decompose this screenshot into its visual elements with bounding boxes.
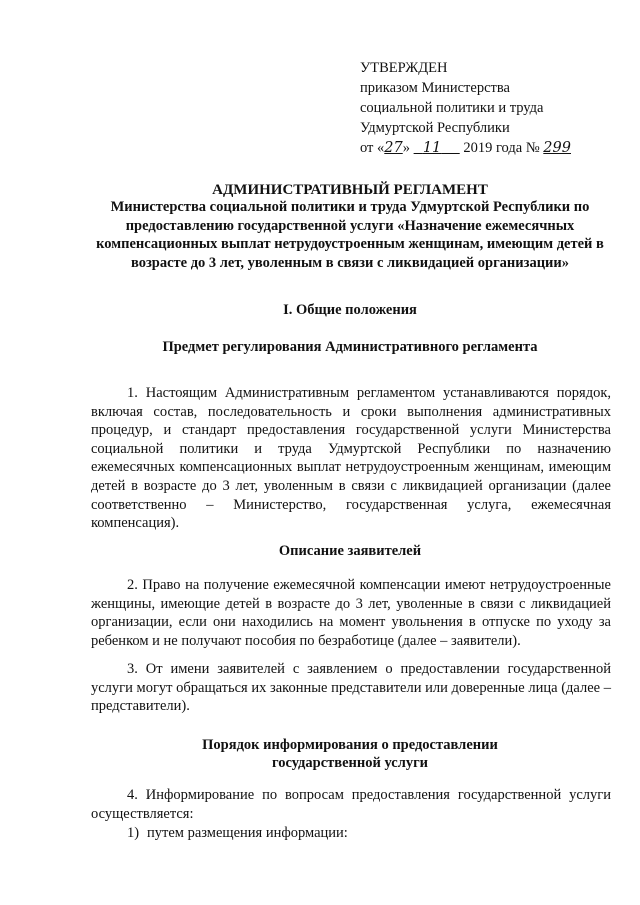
date-mid: » (402, 140, 410, 156)
order-number: 299 (543, 140, 571, 156)
list-item-number: 1) (127, 825, 140, 841)
date-month: 11 (422, 140, 442, 156)
approval-order: приказом Министерства (360, 80, 510, 96)
paragraph-4: 4. Информирование по вопросам предоставления государственной услуги осуществляется: (91, 787, 611, 822)
approval-ministry: социальной политики и труда (360, 100, 544, 116)
date-year: 2019 года № (463, 140, 540, 156)
info-heading-line2: государственной услуги (271, 755, 429, 771)
paragraph-1: 1. Настоящим Административным регламентом устанавливаются порядок, включая состав, последовательность и сроки выполнения административных процедур, и стандарт предоставления государственной услуги Министерства социальной политики и труда Удмуртской Республики по назначению ежемесячных компенсационных выплат нетрудоустроенным женщинам, имеющим детей в возрасте до 3 лет, уволенным в связи с ликвидацией организации (далее соответственно – Министерство, государственная услуга, ежемесячная компенсация). (91, 385, 611, 532)
subject-heading: Предмет регулирования Административного регламента (162, 339, 538, 355)
paragraph-2: 2. Право на получение ежемесячной компенсации имеют нетрудоустроенные женщины, имеющие детей в возрасте до 3 лет, уволенные в связи с ликвидацией организации, если они находились на момент увольнения в отпуске по уходу за ребенком и не получают пособия по безработице (далее – заявители). (91, 577, 611, 649)
approval-title: УТВЕРЖДЕН (360, 60, 448, 76)
list-item-text: путем размещения информации: (147, 825, 348, 841)
date-prefix: от « (360, 140, 385, 156)
list-item (91, 824, 611, 843)
approval-republic: Удмуртской Республики (360, 120, 510, 136)
document-subtitle: Министерства социальной политики и труда Удмуртской Республики по предоставлению государственной услуги «Назначение ежемесячных компенсационных выплат нетрудоустроенным женщинам, имеющим детей в возрасте до 3 лет, уволенным в связи с ликвидацией организации» (96, 199, 604, 271)
document-title: АДМИНИСТРАТИВНЫЙ РЕГЛАМЕНТ (212, 182, 488, 198)
applicants-heading: Описание заявителей (278, 543, 422, 559)
date-day: 27 (384, 140, 403, 156)
section-heading-general: I. Общие положения (283, 302, 417, 318)
approval-date-line (360, 138, 620, 158)
paragraph-3: 3. От имени заявителей с заявлением о предоставлении государственной услуги могут обращаться их законные представители или доверенные лица (далее – представители). (91, 661, 611, 715)
info-heading-line1: Порядок информирования о предоставлении (202, 737, 498, 753)
approval-stamp (360, 58, 620, 158)
